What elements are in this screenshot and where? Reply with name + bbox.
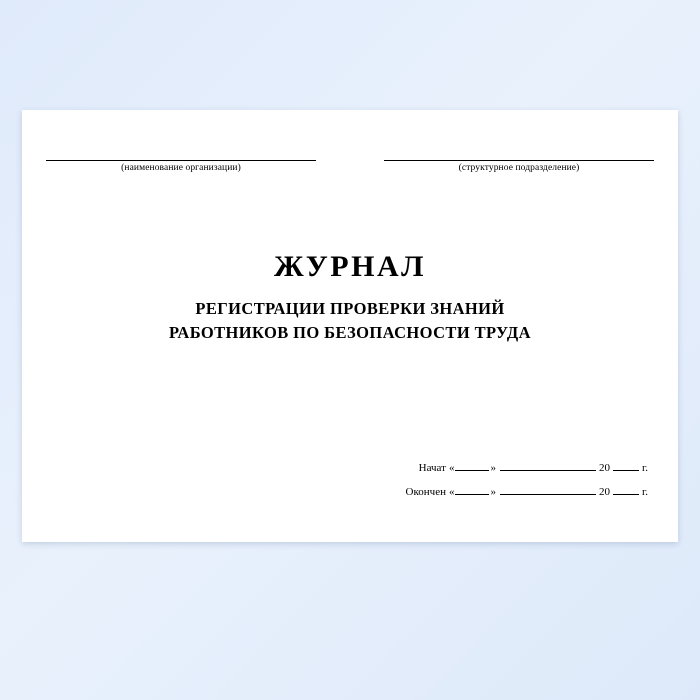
finished-day-input[interactable] — [455, 484, 489, 495]
finished-year-suffix: г. — [641, 486, 648, 498]
finished-year-input[interactable] — [613, 484, 639, 495]
header-fields — [22, 148, 678, 188]
started-quote-close: » — [490, 462, 496, 474]
started-year-prefix: 20 — [598, 462, 610, 474]
organization-name-caption: (наименование организации) — [121, 163, 241, 173]
structural-unit-rule — [384, 148, 654, 161]
finished-month-input[interactable] — [500, 484, 596, 495]
finished-label: Окончен — [405, 486, 446, 498]
document-subtitle-line-1: РЕГИСТРАЦИИ ПРОВЕРКИ ЗНАНИЙ — [195, 299, 505, 318]
document-page — [22, 110, 678, 542]
finished-quote-close: » — [490, 486, 496, 498]
finished-quote-open: « — [448, 486, 455, 498]
organization-name-rule — [46, 148, 316, 161]
date-block — [406, 460, 648, 498]
document-subtitle-line-2: РАБОТНИКОВ ПО БЕЗОПАСНОСТИ ТРУДА — [169, 322, 531, 342]
structural-unit-field[interactable] — [384, 148, 654, 173]
started-year-input[interactable] — [613, 460, 639, 471]
organization-name-field[interactable] — [46, 148, 316, 173]
started-month-input[interactable] — [500, 460, 596, 471]
structural-unit-caption: (структурное подразделение) — [458, 163, 580, 173]
started-quote-open: « — [448, 462, 455, 474]
document-subtitle — [22, 297, 678, 345]
started-label: Начат — [418, 462, 446, 474]
document-title-main: ЖУРНАЛ — [274, 250, 426, 283]
finished-year-prefix: 20 — [598, 486, 610, 498]
finished-date-row[interactable] — [406, 484, 648, 498]
title-block — [22, 250, 678, 345]
started-date-row[interactable] — [406, 460, 648, 474]
started-year-suffix: г. — [641, 462, 648, 474]
started-day-input[interactable] — [455, 460, 489, 471]
